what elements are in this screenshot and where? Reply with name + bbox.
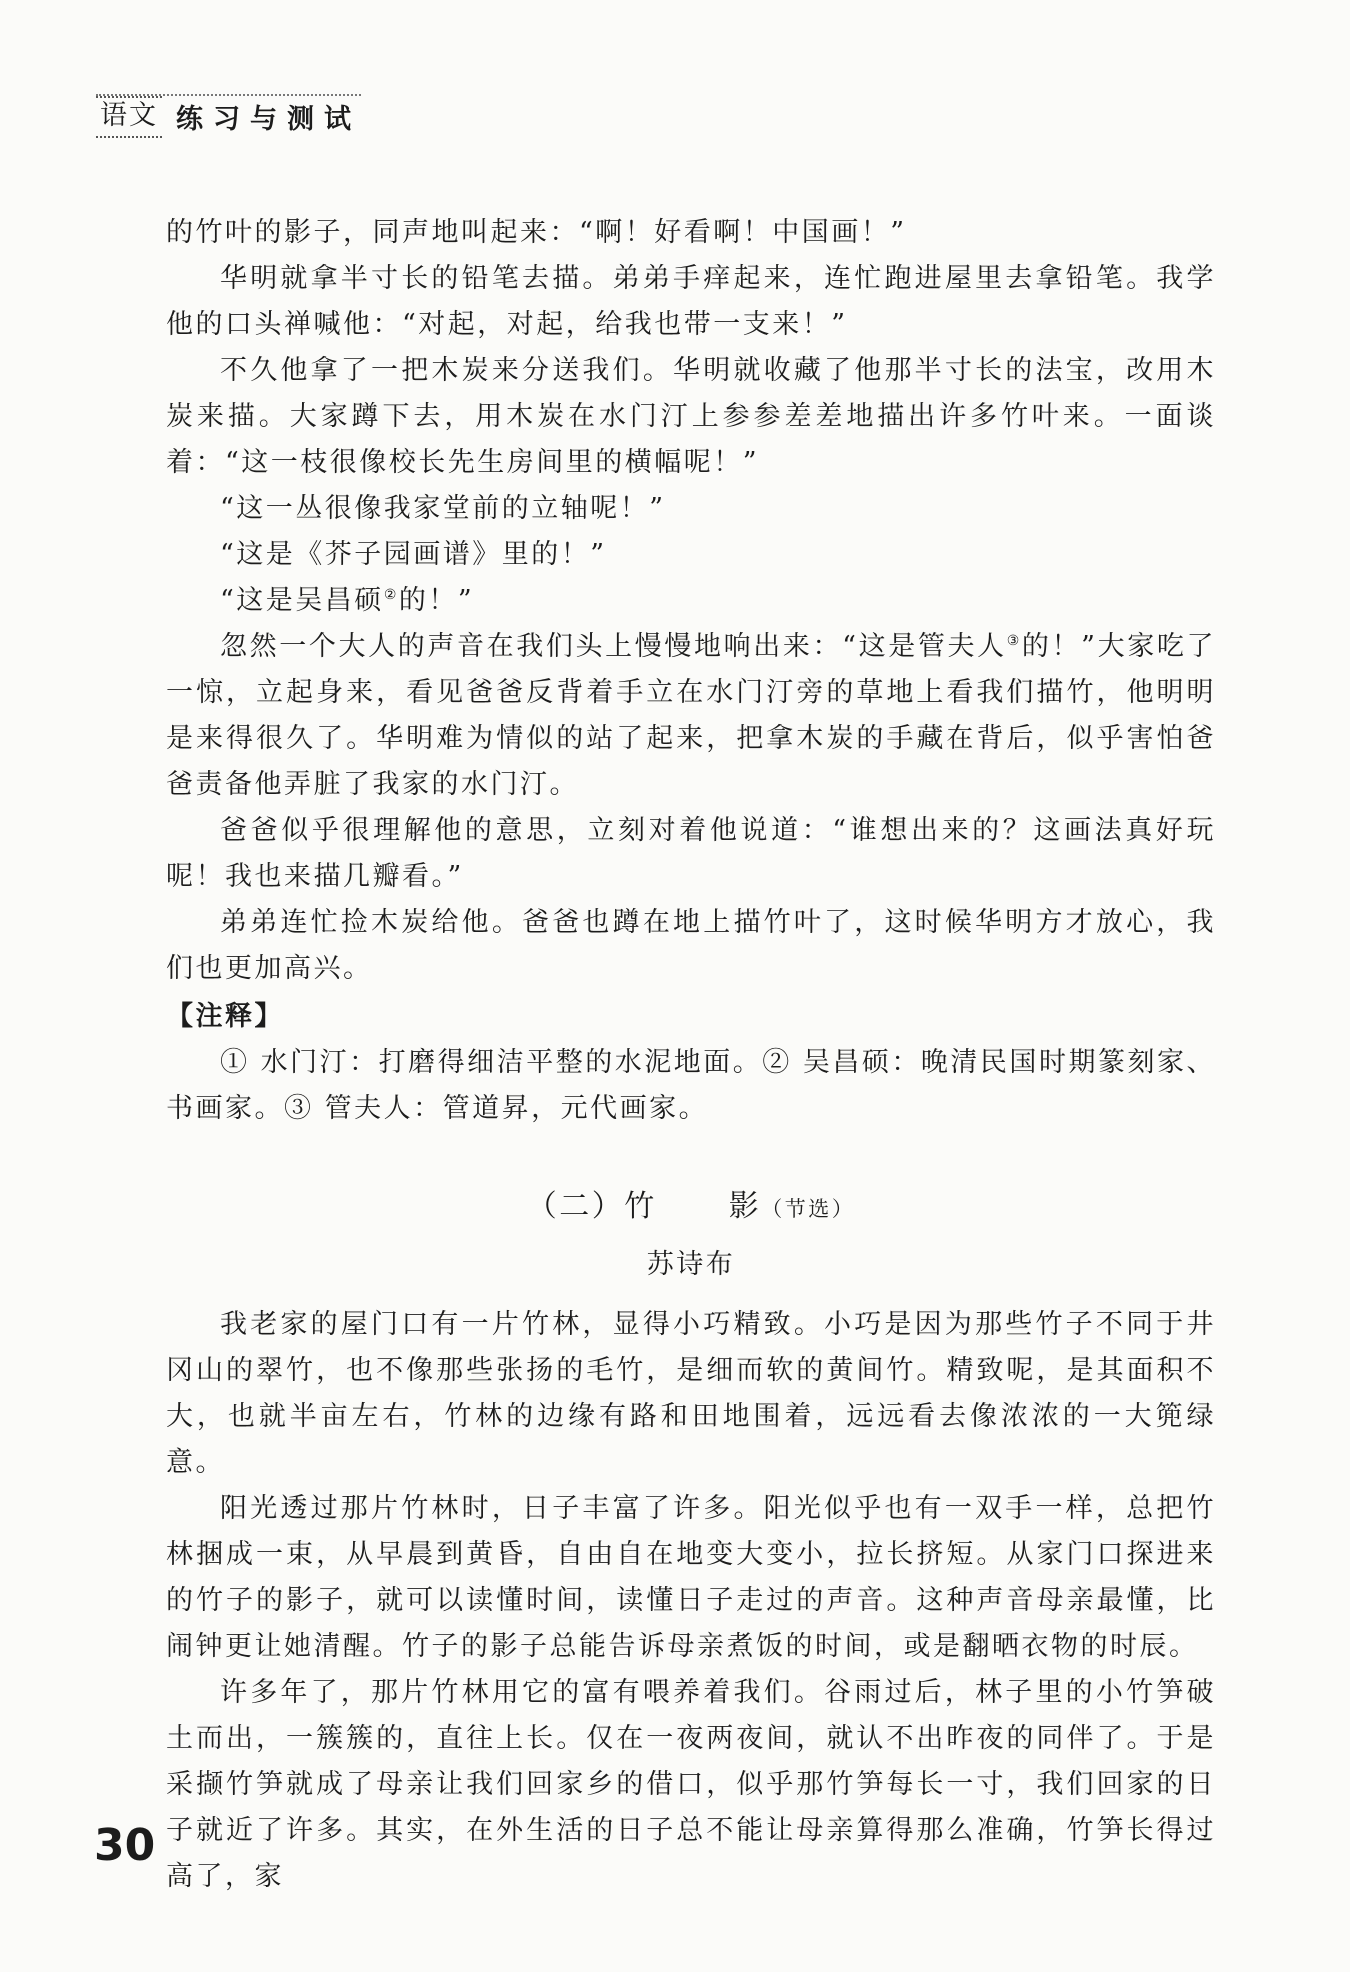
section-title-char: 竹 bbox=[624, 1189, 657, 1224]
paragraph: 华明就拿半寸长的铅笔去描。弟弟手痒起来，连忙跑进屋里去拿铅笔。我学他的口头禅喊他：“对起，对起，给我也带一支来！” bbox=[166, 263, 1216, 340]
page-content bbox=[166, 210, 1216, 1900]
paragraph: 的竹叶的影子，同声地叫起来：“啊！好看啊！中国画！” bbox=[166, 217, 907, 248]
section-title bbox=[166, 1184, 1216, 1232]
book-title: 练习与测试 bbox=[176, 104, 361, 135]
paragraph: 许多年了，那片竹林用它的富有喂养着我们。谷雨过后，林子里的小竹笋破土而出，一簇簇的，直往上长。仅在一夜两夜间，就认不出昨夜的同伴了。于是采撷竹笋就成了母亲让我们回家乡的借口，似乎那竹笋每长一寸，我们回家的日子就近了许多。其实，在外生活的日子总不能让母亲算得那么准确，竹笋长得过高了，家 bbox=[166, 1677, 1216, 1892]
subject-tag: 语文 bbox=[96, 96, 162, 138]
section-number: （二） bbox=[526, 1189, 625, 1224]
paragraph bbox=[166, 578, 1216, 624]
notes-heading: 【注释】 bbox=[166, 1001, 284, 1032]
paragraph: 阳光透过那片竹林时，日子丰富了许多。阳光似乎也有一双手一样，总把竹林捆成一束，从早晨到黄昏，自由自在地变大变小，拉长挤短。从家门口探进来的竹子的影子，就可以读懂时间，读懂日子走过的声音。这种声音母亲最懂，比闹钟更让她清醒。竹子的影子总能告诉母亲煮饭的时间，或是翻晒衣物的时辰。 bbox=[166, 1493, 1216, 1662]
page-number: 30 bbox=[94, 1820, 156, 1871]
paragraph bbox=[166, 624, 1216, 808]
text-run: 的！”大家吃了一惊，立起身来，看见爸爸反背着手立在水门汀旁的草地上看我们描竹，他明明是来得很久了。华明难为情似的站了起来，把拿木炭的手藏在背后，似乎害怕爸爸责备他弄脏了我家的水门汀。 bbox=[166, 631, 1216, 800]
paragraph: 我老家的屋门口有一片竹林，显得小巧精致。小巧是因为那些竹子不同于井冈山的翠竹，也不像那些张扬的毛竹，是细而软的黄间竹。精致呢，是其面积不大，也就半亩左右，竹林的边缘有路和田地围着，远远看去像浓浓的一大篼绿意。 bbox=[166, 1309, 1216, 1478]
section-title-char: 影 bbox=[728, 1189, 762, 1224]
paragraph: 爸爸似乎很理解他的意思，立刻对着他说道：“谁想出来的？这画法真好玩呢！我也来描几瓣看。” bbox=[166, 815, 1216, 892]
page-header bbox=[96, 92, 361, 138]
paragraph: “这一丛很像我家堂前的立轴呢！” bbox=[220, 493, 666, 524]
paragraph: 不久他拿了一把木炭来分送我们。华明就收藏了他那半寸长的法宝，改用木炭来描。大家蹲下去，用木炭在水门汀上参参差差地描出许多竹叶来。一面谈着：“这一枝很像校长先生房间里的横幅呢！” bbox=[166, 355, 1216, 478]
paragraph: “这是《芥子园画谱》里的！” bbox=[220, 539, 607, 570]
footnote-marker: ② bbox=[383, 587, 399, 603]
text-run: “这是吴昌硕 bbox=[220, 585, 384, 616]
notes-text: ① 水门汀：打磨得细洁平整的水泥地面。② 吴昌硕：晚清民国时期篆刻家、书画家。③ 管夫人：管道昇，元代画家。 bbox=[166, 1047, 1216, 1124]
text-run: 的！” bbox=[398, 585, 475, 616]
author-name: 苏诗布 bbox=[646, 1249, 736, 1280]
text-run: 忽然一个大人的声音在我们头上慢慢地响出来：“这是管夫人 bbox=[220, 631, 1007, 662]
paragraph: 弟弟连忙捡木炭给他。爸爸也蹲在地上描竹叶了，这时候华明方才放心，我们也更加高兴。 bbox=[166, 907, 1216, 984]
footnote-marker: ③ bbox=[1006, 633, 1022, 649]
section-note: （节选） bbox=[761, 1197, 856, 1221]
